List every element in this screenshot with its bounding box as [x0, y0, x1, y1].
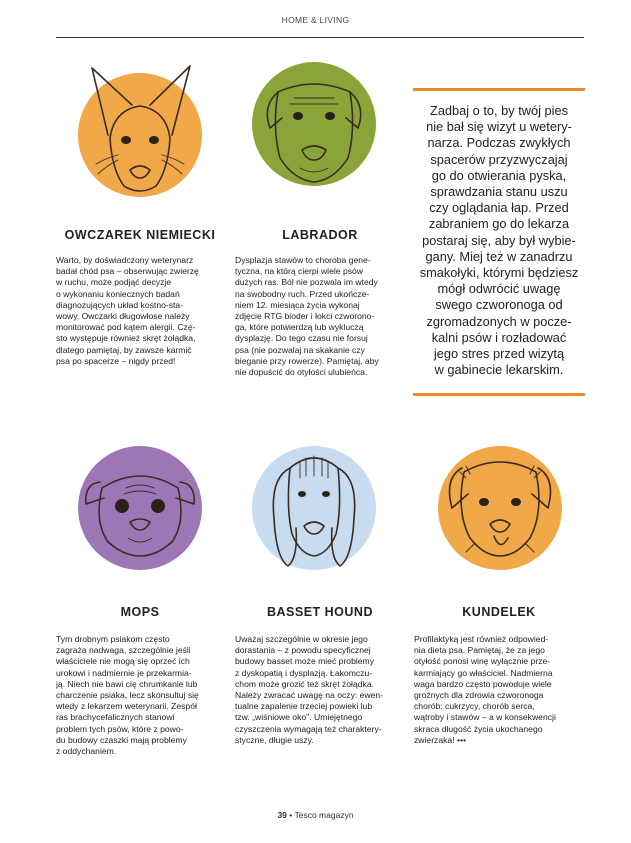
header-section-label: HOME & LIVING — [281, 15, 350, 25]
breed-text-german-shepherd: Warto, by doświadczony weterynarz badał chód psa – obserwując zwierzę w ruchu, może podjąć decyzje o wykonaniu koniecznych badań diagnozujących układ kostno-sta- wowy. Owczarki długowłose należy monitorować pod kątem alergii. Czę- sto występuje również skręt żołądka, dlatego pamiętaj, by zawsze karmić psa po spacerze – nigdy przed! — [56, 255, 199, 366]
header-rule — [56, 37, 584, 38]
portrait-circle — [78, 446, 202, 570]
footer-separator: • — [289, 810, 293, 820]
page-number: 39 — [277, 810, 287, 820]
german-shepherd-illustration — [70, 60, 210, 200]
page-footer — [0, 810, 631, 820]
breed-title-german-shepherd: OWCZAREK NIEMIECKI — [64, 228, 216, 242]
pull-quote-text: Zadbaj o to, by twój pies nie bał się wizyt u wetery- narza. Podczas zwykłych spacerów przyzwyczajaj go do otwierania pyska, sprawdzania stanu uszu czy oglądania łap. Przed zabraniem go do lekarza postaraj się, aby był wybie- gany. Miej też w zanadrzu smakołyki, którymi będziesz mógł odwrócić uwagę swego czworonoga od zgromadzonych w pocze- kalni psów i rozładować jego stres przed wizytą w gabinecie lekarskim. — [419, 103, 579, 378]
magazine-name: Tesco magazyn — [294, 810, 354, 820]
breed-text-basset-hound: Uważaj szczególnie w okresie jego dorastania – z powodu specyficznej budowy basset może mieć problemy z dyskopatią i dysplazją. Łakomczu- chom może grozić też skręt żołądka. Należy zwracać uwagę na oczy: ewen- tualne zapalenie trzeciej powieki lub tzw. „wiśniowe oko". Umiejętnego czyszczenia wymagają też charaktery- styczne, długie uszy. — [235, 634, 384, 745]
breed-title-basset-hound: BASSET HOUND — [266, 605, 373, 619]
basset-hound-illustration — [244, 438, 384, 578]
breed-title-pug: MOPS — [120, 605, 160, 619]
mixed-breed-illustration — [430, 438, 570, 578]
pug-illustration — [70, 438, 210, 578]
portrait-circle — [438, 446, 562, 570]
breed-text-mixed-breed: Profilaktyką jest również odpowied- nia dieta psa. Pamiętaj, że za jego otyłość ponosi winę wyłącznie prze- karmiający go właściciel. Nadmierna waga bardzo często powoduje wiele groźnych dla zdrowia czworonoga chorób: cukrzycy, chorób serca, wątroby i stawów – a w konsekwencji skraca długość życia ukochanego zwierzaka! ••• — [414, 634, 556, 745]
breed-text-pug: Tym drobnym psiakom często zagraża nadwaga, szczególnie jeśli właściciele nie mogą się oprzeć ich urokowi i nadmiernie je przekarmia- ją. Niech nie bawi cię chrumkanie lub charczenie psiaka, lecz skonsultuj się wtedy z lekarzem weterynarii. Zespół ras brachycefalicznych stanowi problem tych psów, które z powo- du budowy czaszki mają problemy z oddychaniem. — [56, 634, 199, 757]
breed-text-labrador: Dysplazja stawów to choroba gene- tyczna, na którą cierpi wiele psów dużych ras. Ból nie pozwala im wtedy na swobodny ruch. Przed ukończe- niem 12. miesiąca życia wykonaj zdjęcie RTG bioder i łokci czworono- ga, które potwierdzą lub wykluczą dysplazję. Do tego czasu nie forsuj psa (nie pozwalaj na skakanie czy bieganie przy rowerze). Pamiętaj, aby nie dopuścić do otyłości ulubieńca. — [235, 255, 379, 378]
pull-quote-box — [413, 88, 585, 396]
labrador-illustration — [244, 58, 384, 198]
breed-title-labrador: LABRADOR — [282, 228, 358, 242]
breed-title-mixed-breed: KUNDELEK — [462, 605, 536, 619]
portrait-circle — [252, 62, 376, 186]
